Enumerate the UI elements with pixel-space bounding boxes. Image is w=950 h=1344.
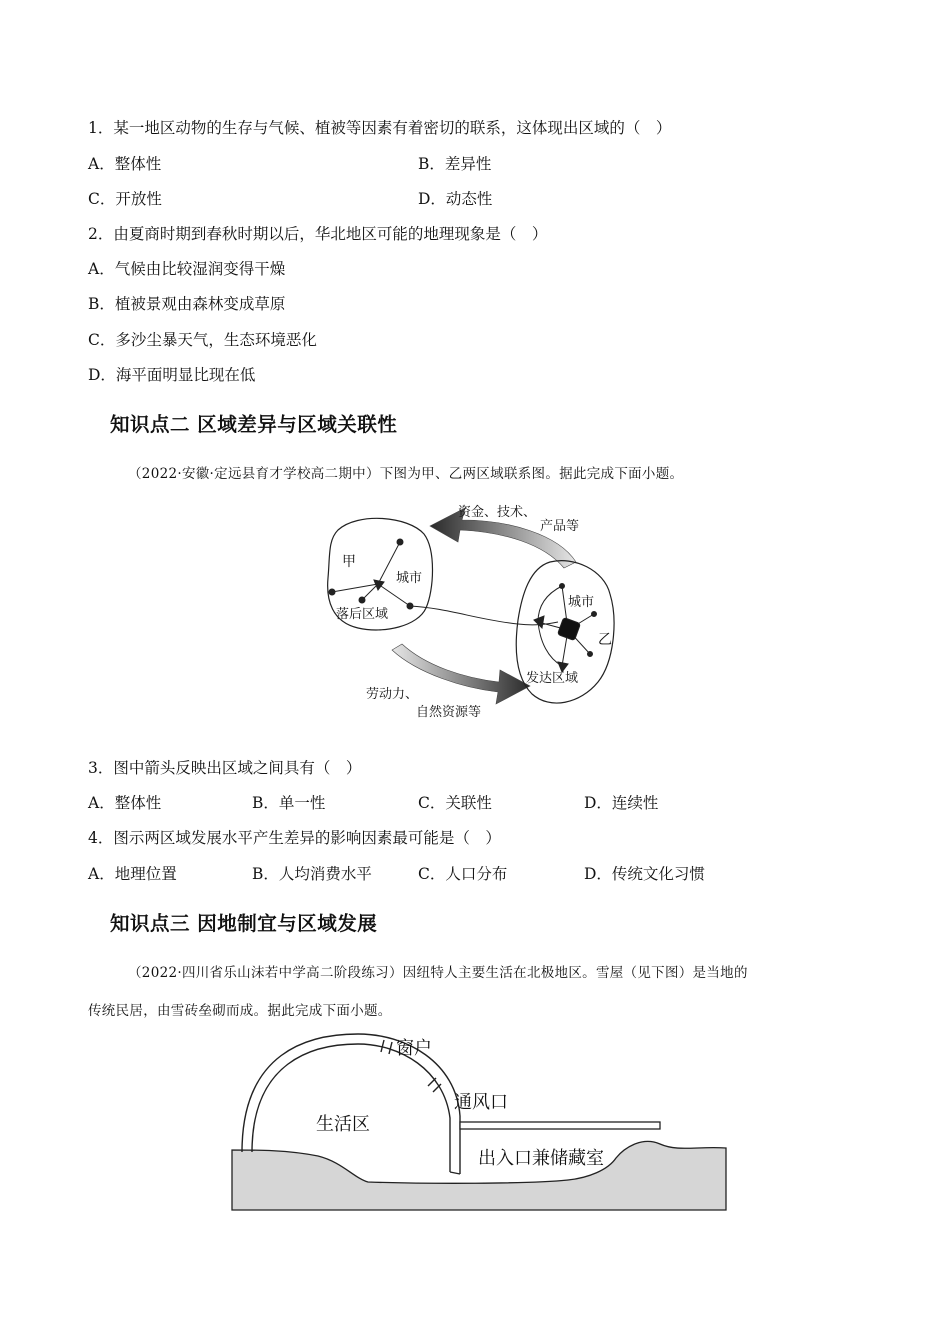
living-area-label: 生活区 bbox=[316, 1114, 370, 1135]
question-2: 2．由夏商时期到春秋时期以后，华北地区可能的地理现象是（ ） bbox=[88, 225, 548, 243]
q3-option-b: B．单一性 bbox=[252, 794, 326, 812]
top-arrow-label-1: 资金、技术、 bbox=[458, 505, 537, 520]
q4-option-d: D．传统文化习惯 bbox=[584, 865, 705, 883]
q3-option-d: D．连续性 bbox=[584, 794, 659, 812]
q2-option-c: C．多沙尘暴天气，生态环境恶化 bbox=[88, 331, 317, 349]
top-arrow-label-2: 产品等 bbox=[540, 519, 580, 534]
question-1: 1．某一地区动物的生存与气候、植被等因素有着密切的联系，这体现出区域的（ ） bbox=[88, 119, 672, 137]
section-3-intro-line-1: （2022·四川省乐山沫若中学高二阶段练习）因纽特人主要生活在北极地区。雪屋（见下图）是当地的 bbox=[128, 965, 748, 981]
question-3: 3．图中箭头反映出区域之间具有（ ） bbox=[88, 759, 362, 777]
region-a-label: 甲 bbox=[342, 554, 356, 570]
backward-area-label: 落后区域 bbox=[336, 607, 389, 622]
q1-option-b: B．差异性 bbox=[418, 155, 492, 173]
entrance-tunnel-roof bbox=[460, 1122, 660, 1129]
vent-marks bbox=[428, 1078, 441, 1092]
q4-option-b: B．人均消费水平 bbox=[252, 865, 372, 883]
section-2-intro: （2022·安徽·定远县育才学校高二期中）下图为甲、乙两区域联系图。据此完成下面小题。 bbox=[128, 466, 684, 482]
vent-label: 通风口 bbox=[454, 1092, 508, 1113]
region-b-city-label: 城市 bbox=[568, 595, 595, 610]
bottom-arrow-label-1: 劳动力、 bbox=[366, 687, 419, 702]
q2-option-d: D．海平面明显比现在低 bbox=[88, 366, 256, 384]
q1-option-a: A．整体性 bbox=[88, 155, 162, 173]
region-a-city-label: 城市 bbox=[396, 571, 423, 586]
window-label: 窗户 bbox=[396, 1038, 432, 1059]
q4-option-a: A．地理位置 bbox=[88, 865, 177, 883]
bottom-arrow-label-2: 自然资源等 bbox=[416, 705, 482, 720]
developed-area-label: 发达区域 bbox=[526, 671, 579, 686]
section-3-title: 知识点三 因地制宜与区域发展 bbox=[110, 912, 378, 935]
section-3-intro-line-2: 传统民居，由雪砖垒砌而成。据此完成下面小题。 bbox=[88, 1003, 392, 1019]
region-relationship-diagram bbox=[318, 490, 638, 722]
q4-option-c: C．人口分布 bbox=[418, 865, 508, 883]
q1-option-d: D．动态性 bbox=[418, 190, 493, 208]
q2-option-b: B．植被景观由森林变成草原 bbox=[88, 295, 286, 313]
igloo-diagram bbox=[228, 1032, 730, 1212]
section-2-title: 知识点二 区域差异与区域关联性 bbox=[110, 413, 398, 436]
q3-option-a: A．整体性 bbox=[88, 794, 162, 812]
window-marks bbox=[381, 1040, 392, 1054]
region-b-label: 乙 bbox=[598, 632, 612, 648]
entrance-label: 出入口兼储藏室 bbox=[478, 1148, 604, 1169]
question-4: 4．图示两区域发展水平产生差异的影响因素最可能是（ ） bbox=[88, 829, 501, 847]
q2-option-a: A．气候由比较湿润变得干燥 bbox=[88, 260, 286, 278]
q3-option-c: C．关联性 bbox=[418, 794, 492, 812]
q1-option-c: C．开放性 bbox=[88, 190, 162, 208]
